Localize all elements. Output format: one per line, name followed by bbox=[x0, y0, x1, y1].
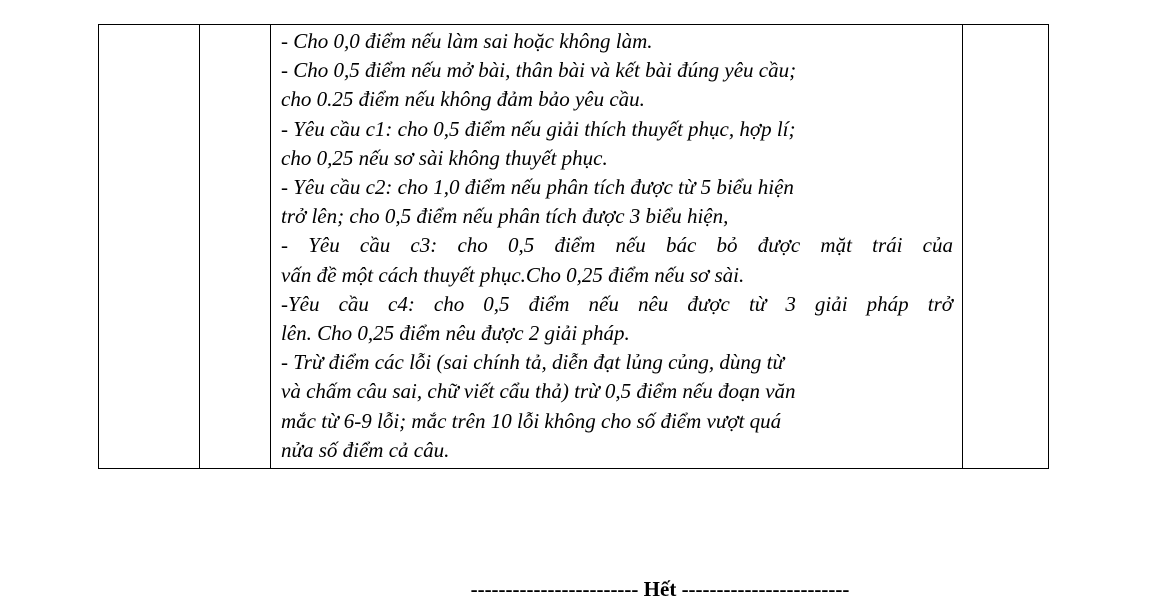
table-cell-empty-4 bbox=[963, 25, 1049, 469]
criteria-line: lên. Cho 0,25 điểm nêu được 2 giải pháp. bbox=[281, 321, 630, 346]
criteria-line: - Cho 0,5 điểm nếu mở bài, thân bài và kết bài đúng yêu cầu; bbox=[281, 58, 797, 83]
criteria-line: - Trừ điểm các lỗi (sai chính tả, diễn đạt lủng củng, dùng từ bbox=[281, 350, 784, 375]
table-row bbox=[99, 25, 1049, 469]
criteria-line: - Yêu cầu c2: cho 1,0 điểm nếu phân tích được từ 5 biểu hiện bbox=[281, 175, 794, 200]
grading-criteria-text bbox=[271, 25, 962, 468]
table-cell-empty-1 bbox=[99, 25, 200, 469]
criteria-line: trở lên; cho 0,5 điểm nếu phân tích được 3 biểu hiện, bbox=[281, 204, 729, 229]
end-marker-text: ------------------------ Hết ------------------------ bbox=[470, 577, 850, 601]
table-cell-empty-2 bbox=[200, 25, 271, 469]
criteria-line: - Yêu cầu c3: cho 0,5 điểm nếu bác bỏ được mặt trái của bbox=[281, 233, 953, 258]
criteria-line: - Yêu cầu c1: cho 0,5 điểm nếu giải thích thuyết phục, hợp lí; bbox=[281, 116, 796, 141]
criteria-line: - Cho 0,0 điểm nếu làm sai hoặc không làm. bbox=[281, 29, 653, 53]
criteria-line: cho 0,25 nếu sơ sài không thuyết phục. bbox=[281, 145, 608, 170]
criteria-line: -Yêu cầu c4: cho 0,5 điểm nếu nêu được từ 3 giải pháp trở bbox=[281, 291, 953, 316]
criteria-line: nửa số điểm cả câu. bbox=[281, 437, 450, 462]
criteria-line: mắc từ 6-9 lỗi; mắc trên 10 lỗi không cho số điểm vượt quá bbox=[281, 408, 782, 433]
criteria-line: cho 0.25 điểm nếu không đảm bảo yêu cầu. bbox=[281, 87, 645, 112]
criteria-line: vấn đề một cách thuyết phục.Cho 0,25 điểm nếu sơ sài. bbox=[281, 262, 745, 287]
grading-criteria-cell bbox=[271, 25, 963, 469]
grading-table bbox=[98, 24, 1049, 469]
criteria-line: và chấm câu sai, chữ viết cẩu thả) trừ 0,5 điểm nếu đoạn văn bbox=[281, 379, 796, 404]
end-marker bbox=[0, 576, 1176, 602]
